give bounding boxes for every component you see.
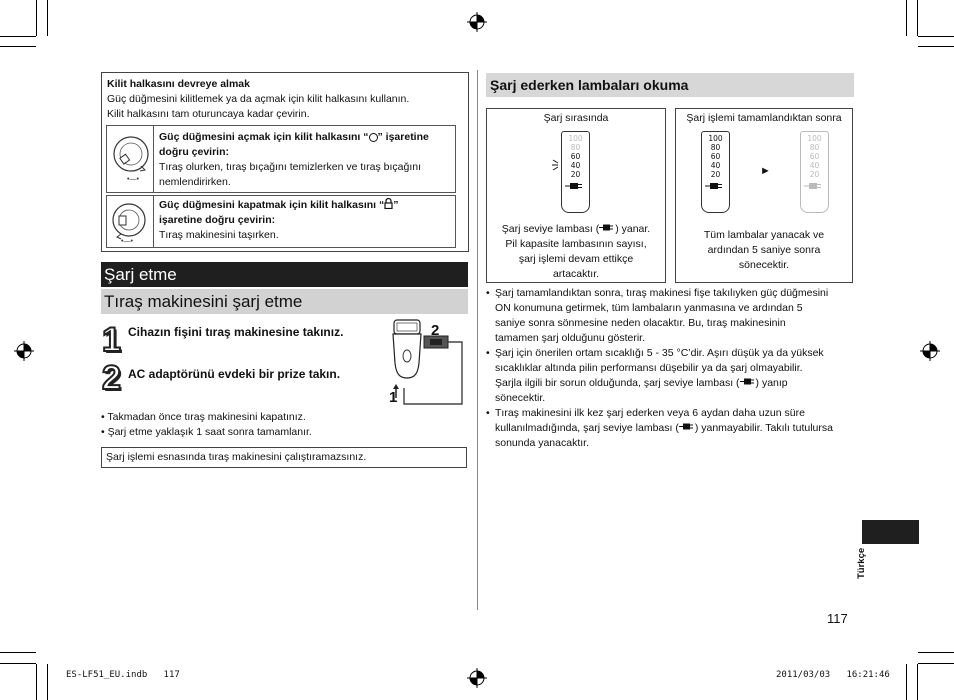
crop-mark xyxy=(918,46,954,47)
lock-ring-icon xyxy=(107,196,153,247)
unlock-figure xyxy=(107,126,154,192)
crop-mark xyxy=(917,664,918,700)
after-gauge-lit: 100 80 60 40 20 xyxy=(701,131,730,213)
unlock-body2: nemlendirirken. xyxy=(159,176,231,188)
figure-label-2: 2 xyxy=(431,322,440,339)
list-item: • Takmadan önce tıraş makinesini kapatınız. xyxy=(101,411,306,423)
crop-mark xyxy=(0,46,36,47)
plug-icon xyxy=(702,180,727,192)
plug-icon xyxy=(599,223,615,232)
svg-text:•—•: •—• xyxy=(121,238,133,245)
during-line3: şarj işlemi devam ettikçe xyxy=(518,253,634,265)
crop-mark xyxy=(918,652,954,653)
lock-line2: Kilit halkasını tam oturuncaya kadar çevirin. xyxy=(107,108,310,120)
unlock-circle-icon xyxy=(369,133,378,142)
crop-mark xyxy=(36,664,37,700)
unlock-title-b: ” işaretine xyxy=(377,131,429,143)
crop-mark xyxy=(918,36,954,37)
blink-marks-icon xyxy=(551,157,563,173)
registration-mark-icon xyxy=(920,341,940,361)
lock-body1: Tıraş makinesini taşırken. xyxy=(159,229,279,241)
lock-line1: Güç düğmesini kilitlemek ya da açmak için kilit halkasını kullanın. xyxy=(107,93,410,105)
section-title-charging: Şarj etme xyxy=(101,262,468,287)
during-line1b: ) yanar. xyxy=(615,223,651,235)
crop-mark xyxy=(0,663,36,664)
svg-text:•—•: •—• xyxy=(127,176,139,183)
after-charging-box xyxy=(675,108,853,283)
during-line4: artacaktır. xyxy=(552,268,600,280)
plug-icon xyxy=(801,180,826,192)
charging-bullets xyxy=(101,410,461,440)
lock-figure xyxy=(107,196,154,247)
registration-mark-icon xyxy=(467,668,487,688)
column-divider xyxy=(477,70,478,610)
list-item: • Şarj tamamlandıktan sonra, tıraş makinesi fişe takılıyken güç düğmesini ON konumuna getirmek, tüm lambaların yanmasına ve ardından 5 saniye sonra sönmesine neden olacaktır. Bu, tıraş makinesinin tamamen şarj olduğunu gösterir. xyxy=(486,287,829,344)
plug-icon xyxy=(562,180,587,192)
registration-mark-icon xyxy=(467,12,487,32)
subsection-title: Tıraş makinesini şarj etme xyxy=(101,289,468,314)
step-2-number: 2 xyxy=(102,359,121,397)
footer-file: ES-LF51_EU.indb 117 xyxy=(66,670,180,680)
footer-date: 2011/03/03 16:21:46 xyxy=(776,670,890,680)
after-line3: sönecektir. xyxy=(738,259,790,271)
lamps-bullets xyxy=(486,286,852,451)
after-line1: Tüm lambalar yanacak ve xyxy=(703,229,825,241)
during-line2: Pil kapasite lambasının sayısı, xyxy=(505,238,647,250)
crop-mark xyxy=(0,652,36,653)
step-1-text: Cihazın fişini tıraş makinesine takınız. xyxy=(128,325,344,339)
charging-note: Şarj işlemi esnasında tıraş makinesini çalıştıramazsınız. xyxy=(101,447,467,468)
crop-mark xyxy=(47,0,48,36)
crop-mark xyxy=(47,664,48,700)
crop-mark xyxy=(0,36,36,37)
after-line2: ardından 5 saniye sonra xyxy=(707,244,821,256)
crop-mark xyxy=(906,664,907,700)
crop-mark xyxy=(36,0,37,36)
lock-title-b: ” xyxy=(393,199,399,211)
figure-label-1: 1 xyxy=(389,389,398,406)
step-2-text: AC adaptörünü evdeki bir prize takın. xyxy=(128,367,341,381)
crop-mark xyxy=(917,0,918,36)
plug-icon xyxy=(679,422,695,431)
list-item: • Şarj etme yaklaşık 1 saat sonra tamamlanır. xyxy=(101,426,312,438)
during-charging-box xyxy=(486,108,666,283)
lamps-title: Şarj ederken lambaları okuma xyxy=(486,73,854,97)
unlock-title-a: Güç düğmesini açmak için kilit halkasını “ xyxy=(159,131,369,143)
crop-mark xyxy=(906,0,907,36)
lock-heading: Kilit halkasını devreye almak xyxy=(107,78,250,90)
during-line1a: Şarj seviye lambası ( xyxy=(501,223,600,235)
crop-mark xyxy=(918,663,954,664)
unlock-panel xyxy=(106,125,456,193)
arrow-right-icon: ► xyxy=(760,165,771,177)
unlock-ring-icon xyxy=(107,126,153,192)
page-number: 117 xyxy=(827,611,848,626)
language-tab-label: Türkçe xyxy=(856,548,867,580)
during-label: Şarj sırasında xyxy=(543,112,609,124)
lock-title-c: işaretine doğru çevirin: xyxy=(159,214,276,226)
lock-title-a: Güç düğmesini kapatmak için kilit halkasını “ xyxy=(159,199,385,211)
registration-mark-icon xyxy=(14,341,34,361)
list-item: • Şarj için önerilen ortam sıcaklığı 5 - 35 °C’dir. Aşırı düşük ya da yüksek sıcaklıklar altında pilin performansı düşebilir ya da şarj olmayabilir. Şarjla ilgili bir sorun olduğunda, şarj seviye lambası ( ) yanıp sönecektir. xyxy=(486,347,824,404)
unlock-body1: Tıraş olurken, tıraş bıçağını temizlerken ve tıraş bıçağını xyxy=(159,161,422,173)
after-gauge-off: 100 80 60 40 20 xyxy=(800,131,829,213)
padlock-icon xyxy=(384,198,393,209)
lock-ring-box xyxy=(101,72,469,252)
unlock-title-c: doğru çevirin: xyxy=(159,146,230,158)
list-item: • Tıraş makinesini ilk kez şarj ederken veya 6 aydan daha uzun süre kullanılmadığında, şarj seviye lambası ( ) yanmayabilir. Takılı tutulursa sonunda yanacaktır. xyxy=(486,407,833,449)
after-label: Şarj işlemi tamamlandıktan sonra xyxy=(686,112,842,124)
lock-panel xyxy=(106,195,456,248)
during-gauge: 100 80 60 40 20 xyxy=(561,131,590,213)
step-1-number: 1 xyxy=(102,321,121,359)
plug-icon xyxy=(740,377,756,386)
language-tab xyxy=(862,520,919,544)
